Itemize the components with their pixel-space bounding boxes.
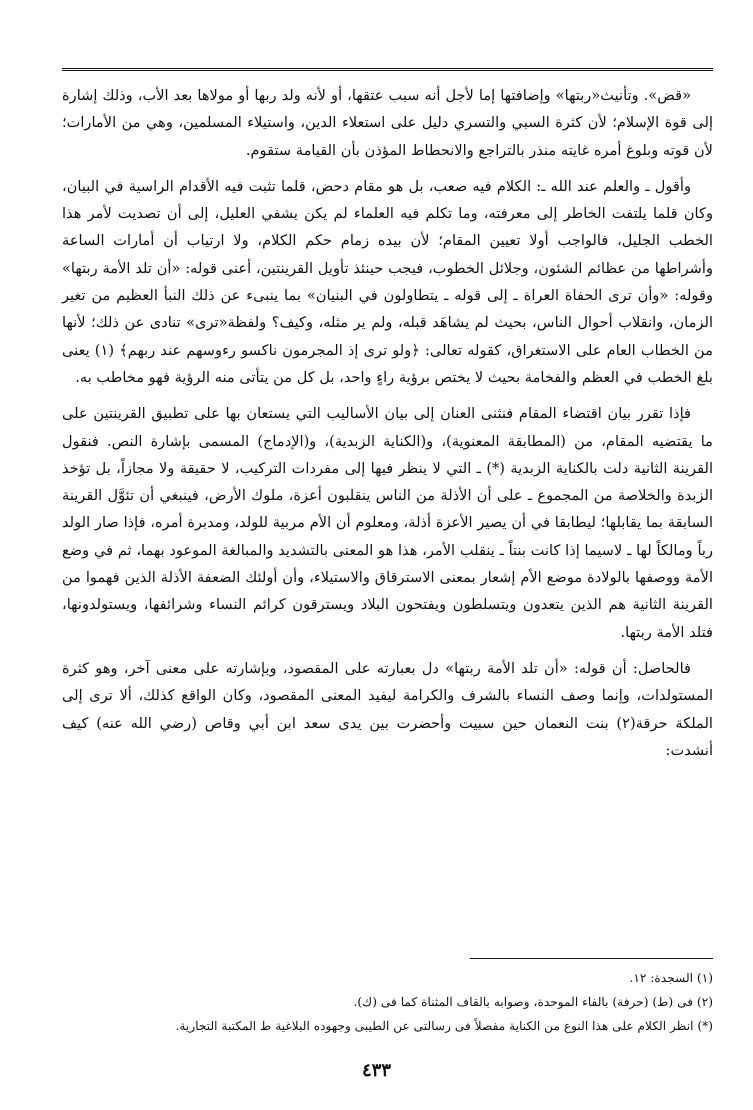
paragraph-4: فالحاصل: أن قوله: «أن تلد الأمة ربتها» دل بعبارته على المقصود، وبإشارته على معنى آخر، وهو كثرة المستولدات، وإنما وصف النساء بالشرف والكرامة ليفيد المعنى المقصود، وكان الواقع كذلك، ألا ترى إلى الملكة حرقة(٢) بنت النعمان حين سبيت وأحضرت بين يدى سعد ابن أبي وقاص (رضي الله عنه) كيف أنشدت: [62, 659, 713, 759]
page-number: ٤٣٣ [361, 1060, 391, 1081]
footnote-2: (٢) فى (ط) (حرفة) بالفاء الموحدة، وصوابه بالقاف المثناة كما فى (ك). [353, 995, 713, 1009]
paragraph-2: وأقول ـ والعلم عند الله ـ: الكلام فيه صعب، بل هو مقام دحض، قلما تثبت فيه الأقدام الراسية في البيان، وكان قلما يلتفت الخاطر إلى معرفته، وما تكلم فيه العلماء لم يكن يشفي العليل، إلى أن تصديت لأمر هذا الخطب الجليل، فالواجب أولا تعيين المقام؛ لأن بيده زمام حكم الكلام، ولا ارتياب أن أمارات الساعة وأشراطها من عظائم الشئون، وجلائل الخطوب، فيجب حينئذ تأويل القرينتين، أعنى قوله: «أن تلد الأمة ربتها» وقوله: «وأن ترى الحفاة العراة ـ إلى قوله ـ يتطاولون في البنيان» بما ينبىء عن ذلك النبأ العظيم من تغير الزمان، وانقلاب أحوال الناس، بحيث لم يشاهَد قبله، ولم ير مثله، وكيف؟ ولفظة«ترى» تنادى عن ذلك؛ لأنها من الخطاب العام على الاستغراق، كقوله تعالى: ﴿ولو ترى إذ المجرمون ناكسو رءوسهم عند ربهم﴾ (١) يعنى بلغ الخطب في العظم والفخامة بحيث لا يختص برؤية راءٍ واحد، بل كل من يتأتى منه الرؤية فهو مخاطب به. [62, 177, 713, 386]
footnote-star: (*) انظر الكلام على هذا النوع من الكناية مفصلاً فى رسالتى عن الطيبى وجهوده البلاغية ط المكتبة التجارية. [175, 1019, 713, 1033]
paragraph-3: فإذا تقرر بيان اقتضاء المقام فنثنى العنان إلى بيان الأساليب التي يستعان بها على تطبيق القرينتين على ما يقتضيه المقام، من (المطابقة المعنوية)، و(الكناية الزبدية)، و(الإدماج) المسمى بإشارة النص. فنقول القرينة الثانية دلت بالكناية الزبدية (*) ـ التي لا ينظر فيها إلى مفردات التركيب، لا حقيقة ولا مجازاً، بل تؤخذ الزبدة والخلاصة من المجموع ـ على أن الأذلة من الناس ينقلبون أعزة، ملوك الأرض، فينبغي أن تئوَّل القرينة السابقة بما يقابلها؛ ليطابقا في أن يصير الأعزة أذلة، ومعلوم أن الأم مربية للولد، ومدبرة أمره، فإذا صار الولد رباً ومالكاً لها ـ لاسيما إذا كانت بنتاً ـ ينقلب الأمر، هذا هو المعنى بالتشديد والمبالغة الموعود بهما، ثم في وضع الأمة ووصفها بالولادة موضع الأم إشعار بمعنى الاسترقاق والاستيلاء، وأن أولئك الضعفة الأذلة الذين فهموا من القرينة الثانية هم الذين يتعدون ويتسلطون ويفتحون البلاد ويسترقون كرائم النساء وشرائفها، ويستولدونها، فتلد الأمة ربتها. [62, 405, 713, 641]
footnote-1: (١) السجدة: ١٢. [629, 971, 713, 985]
header-rule [62, 68, 713, 71]
main-text [62, 82, 713, 773]
paragraph-1: «قض». وتأنيث«ربتها» وإضافتها إما لأجل أنه سبب عتقها، أو لأنه ولد ربها أو مولاها بعد الأب، وذلك إشارة إلى قوة الإسلام؛ لأن كثرة السبي والتسري دليل على استعلاء الدين، واستيلاء المسلمين، وهي من الأمارات؛ لأن قوته وبلوغ أمره غايته منذر بالتراجع والانحطاط المؤذن بأن القيامة ستقوم. [62, 87, 713, 159]
footnote-rule [470, 958, 713, 959]
footnotes [62, 966, 713, 1038]
